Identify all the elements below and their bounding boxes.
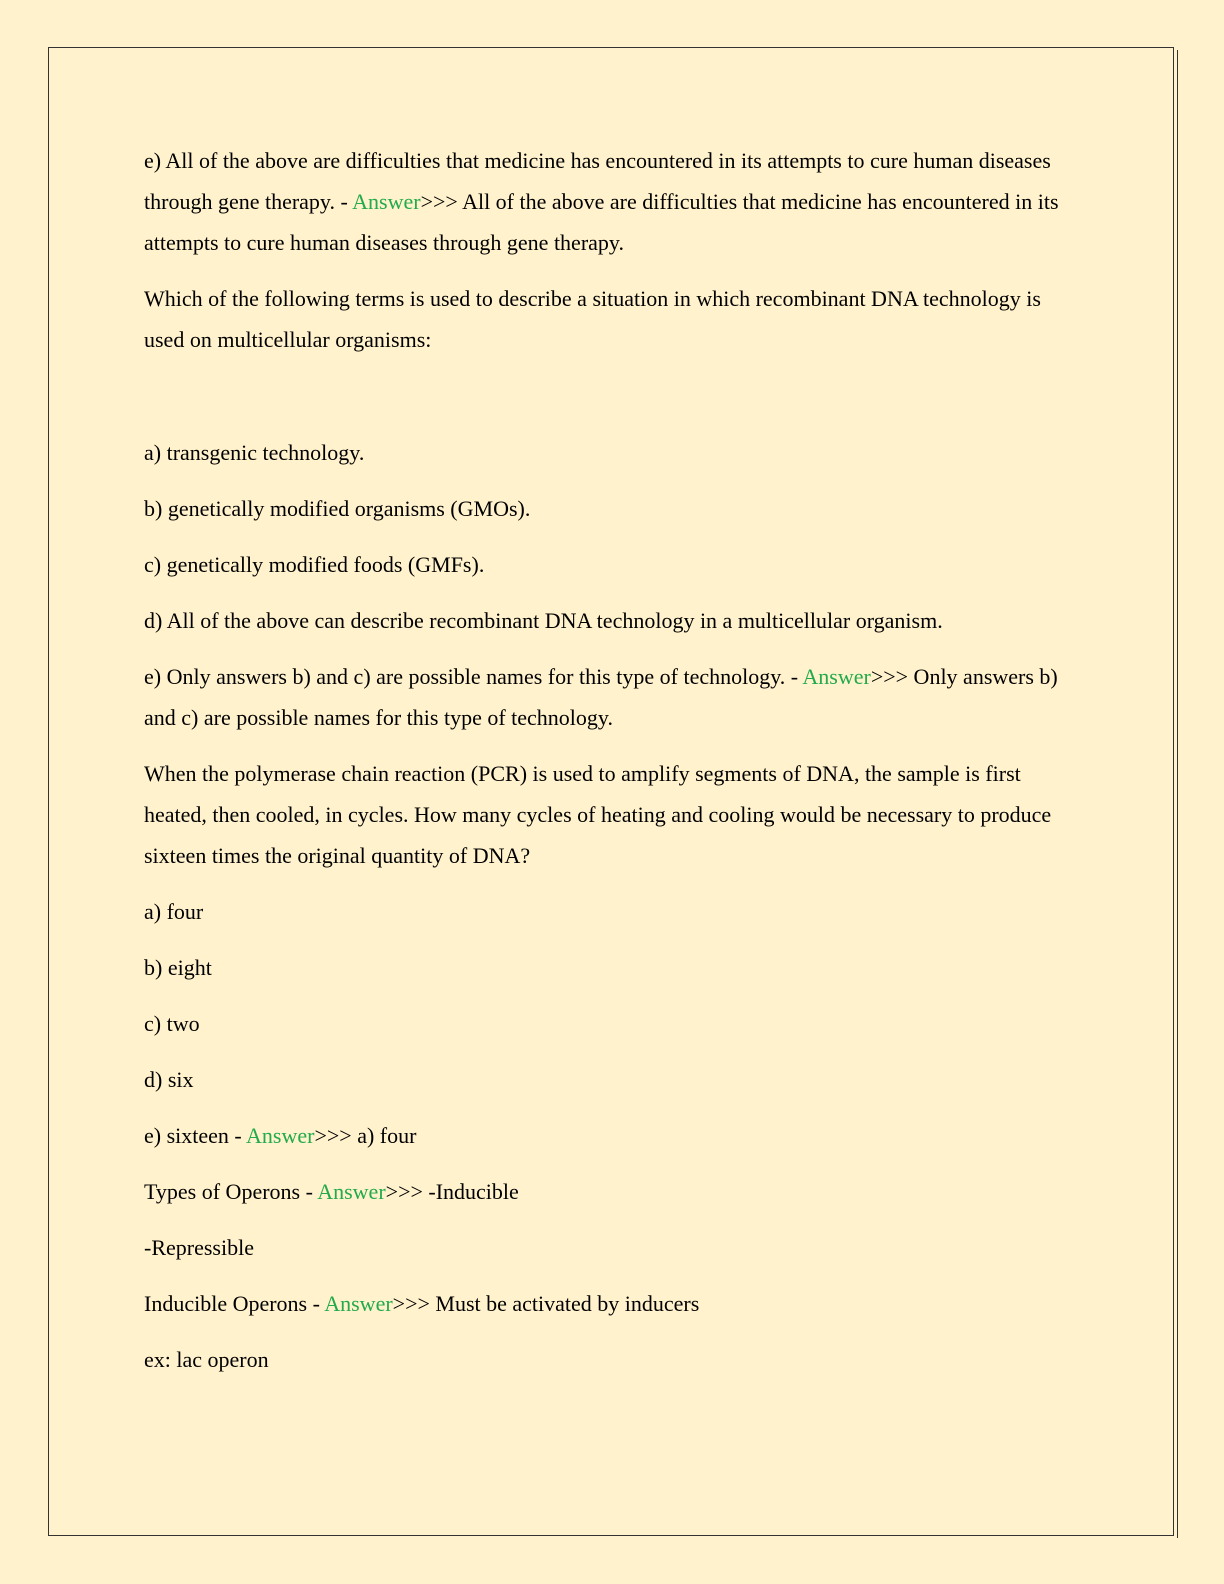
- q5-answer-continued: ex: lac operon: [144, 1347, 269, 1372]
- q1-option-e-text: e) All of the above are difficulties that medicine has encountered in its attempts to cure human diseases through gene therapy. -: [144, 148, 1051, 214]
- answer-label: Answer: [324, 1291, 393, 1316]
- q2-option-c: c) genetically modified foods (GMFs).: [144, 552, 485, 577]
- q2-option-a: a) transgenic technology.: [144, 440, 365, 465]
- q5-text: Inducible Operons -: [144, 1291, 325, 1316]
- q5-inducible-operons: [144, 1283, 1084, 1324]
- q3-option-e: [144, 1115, 1084, 1156]
- q1-answer-text: >>> All of the above are difficulties that medicine has encountered in its attempts to cure human diseases through gene therapy.: [144, 189, 1059, 255]
- q2-stem: Which of the following terms is used to describe a situation in which recombinant DNA technology is used on multicellular organisms:: [144, 286, 1041, 352]
- q4-answer-text: >>> -Inducible: [385, 1179, 519, 1204]
- q2-answer-text: >>> Only answers b) and c) are possible names for this type of technology.: [144, 664, 1058, 730]
- q4-text: Types of Operons -: [144, 1179, 318, 1204]
- q2-option-b: b) genetically modified organisms (GMOs).: [144, 496, 531, 521]
- answer-label: Answer: [352, 189, 421, 214]
- q3-option-a: a) four: [144, 899, 204, 924]
- answer-label: Answer: [246, 1123, 315, 1148]
- q3-stem: When the polymerase chain reaction (PCR) is used to amplify segments of DNA, the sample is first heated, then cooled, in cycles. How many cycles of heating and cooling would be necessary to produce sixteen times the original quantity of DNA?: [144, 761, 1052, 868]
- q3-option-b: b) eight: [144, 955, 212, 980]
- answer-label: Answer: [317, 1179, 386, 1204]
- q3-option-e-text: e) sixteen -: [144, 1123, 247, 1148]
- document-body: [144, 140, 1084, 1380]
- q5-answer-text: >>> Must be activated by inducers: [392, 1291, 700, 1316]
- q2-option-d: d) All of the above can describe recombinant DNA technology in a multicellular organism.: [144, 608, 943, 633]
- q4-types-of-operons: [144, 1171, 1084, 1212]
- q2-option-e: [144, 656, 1084, 738]
- q3-option-d: d) six: [144, 1067, 194, 1092]
- q2-option-e-text: e) Only answers b) and c) are possible names for this type of technology. -: [144, 664, 803, 689]
- q4-answer-continued: -Repressible: [144, 1235, 254, 1260]
- q3-option-c: c) two: [144, 1011, 200, 1036]
- answer-label: Answer: [802, 664, 871, 689]
- q1-option-e: [144, 140, 1084, 263]
- q3-answer-text: >>> a) four: [314, 1123, 417, 1148]
